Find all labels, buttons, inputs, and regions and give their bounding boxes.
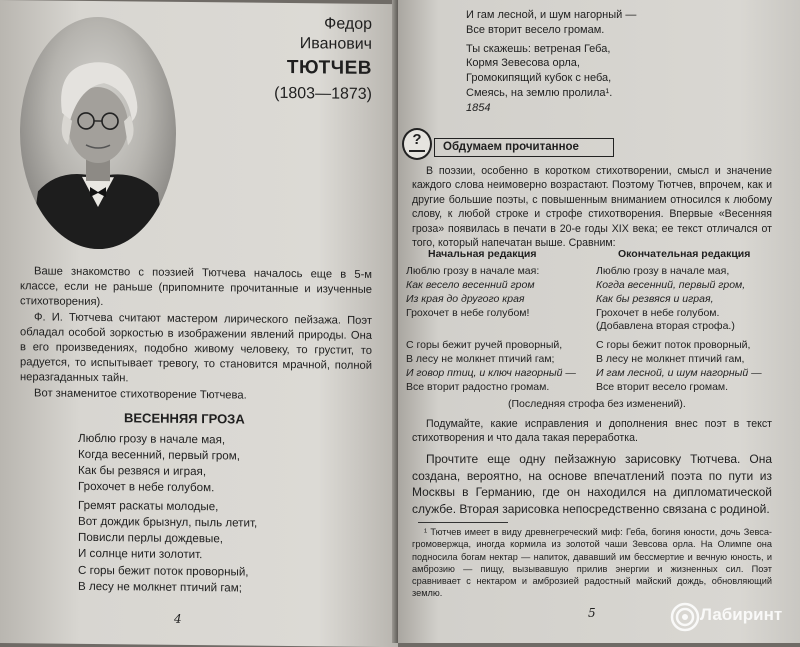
- left-page: [0, 0, 398, 647]
- poem-line: Повисли перлы дождевые,: [78, 530, 257, 548]
- watermark-text: Лабиринт: [700, 605, 782, 625]
- poem-line: В лесу не молкнет птичий гам;: [78, 579, 249, 597]
- author-middle-name: Иванович: [300, 35, 372, 54]
- footnote-rule: [418, 522, 508, 523]
- col2-stanza-1: [596, 264, 745, 320]
- poem-line: Люблю грозу в начале мая,: [78, 431, 240, 449]
- open-book-icon: [409, 150, 425, 157]
- poem-line: Ты скажешь: ветреная Геба,: [466, 42, 636, 57]
- read-paragraph: Прочтите еще одну пейзажную зарисовку Тютчева. Она создана, вероятно, на основе впечатлений поэта по пути из Москвы в Германию, где он находился на дипломатической службе. Вторая зарисовка непосредственно связана с родиной.: [412, 451, 772, 517]
- poem-line: И говор птиц, и ключ нагорный —: [406, 366, 576, 380]
- col2-note: (Добавлена вторая строфа.): [596, 320, 735, 332]
- watermark: [670, 600, 794, 634]
- poem-line: Грохочет в небе голубом!: [406, 306, 539, 320]
- right-page: [398, 0, 800, 643]
- poem-stanza-2: [78, 498, 257, 564]
- section-title: Обдумаем прочитанное: [435, 139, 613, 156]
- poem-year: 1854: [466, 101, 636, 116]
- col1-stanza-1: [406, 264, 539, 320]
- intro-paragraph-3: Вот знаменитое стихотворение Тютчева.: [20, 386, 372, 405]
- poem-title: ВЕСЕННЯЯ ГРОЗА: [124, 410, 245, 426]
- poem-line: С горы бежит поток проворный,: [596, 338, 762, 352]
- poem-line: Грохочет в небе голубом.: [78, 479, 240, 497]
- poem-line: В лесу не молкнет птичий гам;: [406, 352, 576, 366]
- poem-line: И солнце нити золотит.: [78, 546, 257, 564]
- question-icon: ?: [402, 128, 432, 160]
- poem-line: Грохочет в небе голубом.: [596, 306, 745, 320]
- author-first-name: Федор: [324, 15, 372, 34]
- poem-line: И гам лесной, и шум нагорный —: [466, 8, 636, 23]
- poem-line: Как весело весенний гром: [406, 278, 539, 292]
- poem-line: Как бы резвяся и играя,: [596, 292, 745, 306]
- col1-stanza-2: [406, 338, 576, 394]
- section-title-box: [434, 138, 614, 157]
- life-years: (1803—1873): [274, 85, 372, 104]
- poem-stanza-1: [78, 431, 240, 497]
- poem-line: Кормя Зевесова орла,: [466, 56, 636, 71]
- footnote: [412, 526, 772, 600]
- poem-line: В лесу не молкнет птичий гам,: [596, 352, 762, 366]
- col2-stanza-2: [596, 338, 762, 394]
- poem-line: Когда весенний, первый гром,: [78, 447, 240, 465]
- intro-paragraph-2: Ф. И. Тютчева считают мастером лирического пейзажа. Поэт обладал особой зоркостью в изображении явлений природы. Она в его произведениях, подобно живому человеку, то грустит, то радуется, то испытывает тревогу, то становится мрачной, полной неразгаданных тайн.: [20, 310, 372, 390]
- poem-line: Когда весенний, первый гром,: [596, 278, 745, 292]
- footnote-text: ¹ Тютчев имеет в виду древнегреческий миф: Геба, богиня юности, дочь Зевса-громовержца, иногда кормила из золотой чаши Зевсова орла. На Олимпе она подносила богам нектар — напиток, дававший им бессмертие и вечную юность, и амброзию — пищу, вызывавшую прилив энергии и жизненных сил. Поэт сравнивает с нектаром и амброзией радостный майский дождь, обновляющий землю.: [412, 526, 772, 600]
- col2-header: Окончательная редакция: [618, 248, 750, 260]
- poem-line: Громокипящий кубок с неба,: [466, 71, 636, 86]
- col1-header: Начальная редакция: [428, 248, 537, 260]
- tyutchev-portrait: [20, 16, 176, 250]
- poem-line: Люблю грозу в начале мая:: [406, 264, 539, 278]
- poem-line: Из края до другого края: [406, 292, 539, 306]
- poem-line: С горы бежит ручей проворный,: [406, 338, 576, 352]
- poem-continuation: [466, 8, 636, 116]
- poem-line: Все вторит радостно громам.: [406, 380, 576, 394]
- poem-line: С горы бежит поток проворный,: [78, 563, 249, 581]
- poem-line: Вот дождик брызнул, пыль летит,: [78, 514, 257, 532]
- poem-line: Все вторит весело громам.: [466, 23, 636, 38]
- section-paragraph: В поэзии, особенно в коротком стихотворении, смысл и значение каждого слова неимоверно возрастают. Поэтому Тютчев, впрочем, как и другие большие поэты, с повышенным вниманием относился к любому слову, к любой строке и строфе стихотворения. Впервые «Весенняя гроза» появилась в печати в 20-е годы XIX века; ее текст отличался от того, который напечатан выше. Сравним:: [412, 164, 772, 250]
- read-text: [412, 451, 772, 517]
- page-number-left: 4: [174, 612, 182, 626]
- question-text: [412, 417, 772, 446]
- poem-stanza-3: [78, 563, 249, 597]
- intro-text: [20, 264, 372, 405]
- poem-line: Как бы резвяся и играя,: [78, 463, 240, 481]
- poem-line: Гремят раскаты молодые,: [78, 498, 257, 516]
- center-note: (Последняя строфа без изменений).: [508, 398, 686, 410]
- question-paragraph: Подумайте, какие исправления и дополнения внес поэт в текст стихотворения и что дала такая переработка.: [412, 417, 772, 446]
- author-last-name: ТЮТЧЕВ: [287, 57, 372, 80]
- poem-line: Смеясь, на землю пролила¹.: [466, 86, 636, 101]
- labirint-logo-icon: [670, 602, 700, 632]
- poem-line: И гам лесной, и шум нагорный —: [596, 366, 762, 380]
- section-text: [412, 164, 772, 250]
- page-number-right: 5: [588, 606, 596, 620]
- intro-paragraph-1: Ваше знакомство с поэзией Тютчева началось еще в 5-м классе, если не раньше (припомните прочитанные и изученные стихотворения).: [20, 264, 372, 313]
- poem-line: Все вторит весело громам.: [596, 380, 762, 394]
- poem-line: Люблю грозу в начале мая,: [596, 264, 745, 278]
